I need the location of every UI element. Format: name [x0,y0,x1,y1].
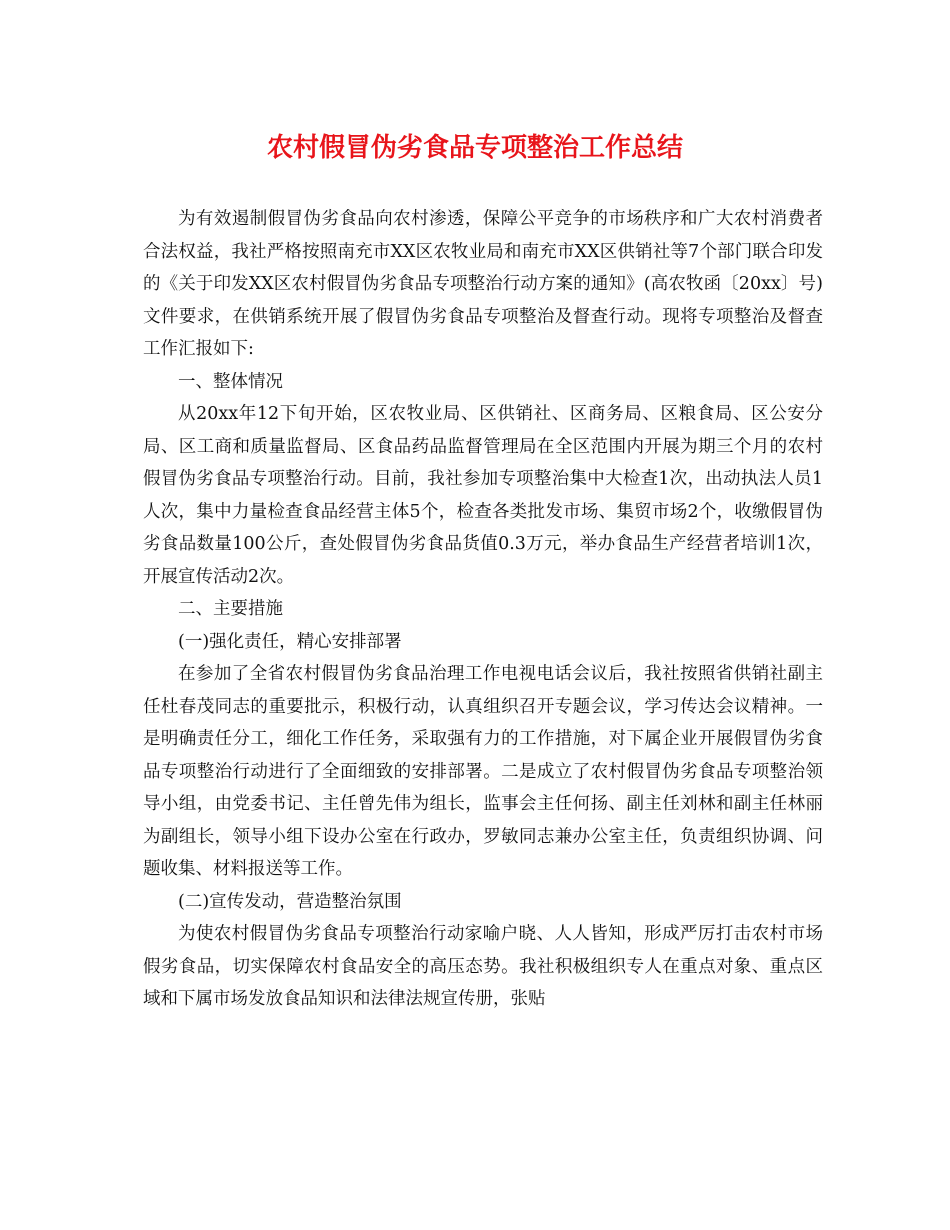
section-heading-overall: 一、整体情况 [178,371,283,392]
intro-paragraph: 为有效遏制假冒伪劣食品向农村渗透，保障公平竞争的市场秩序和广大农村消费者合法权益，我社严格按照南充市XX区农牧业局和南充市XX区供销社等7个部门联合印发的《关于印发XX区农村假冒伪劣食品专项整治行动方案的通知》(高农牧函〔20xx〕号)文件要求，在供销系统开展了假冒伪劣食品专项整治及督查行动。现将专项整治及督查工作汇报如下: [143,209,823,359]
subsection-heading-publicity: (二)宣传发动，营造整治氛围 [178,891,402,912]
document-title: 农村假冒伪劣食品专项整治工作总结 [266,133,683,163]
subsection-heading-responsibility: (一)强化责任，精心安排部署 [178,631,402,652]
section-heading-measures: 二、主要措施 [178,599,283,619]
publicity-paragraph: 为使农村假冒伪劣食品专项整治行动家喻户晓、人人皆知，形成严厉打击农村市场假劣食品，切实保障农村食品安全的高压态势。我社积极组织专人在重点对象、重点区域和下属市场发放食品知识和法律法规宣传册，张贴 [143,924,823,1009]
document-body [143,203,823,1016]
overall-paragraph: 从20xx年12下旬开始，区农牧业局、区供销社、区商务局、区粮食局、区公安分局、区工商和质量监督局、区食品药品监督管理局在全区范围内开展为期三个月的农村假冒伪劣食品专项整治行动。目前，我社参加专项整治集中大检查1次，出动执法人员1人次，集中力量检查食品经营主体5个，检查各类批发市场、集贸市场2个，收缴假冒伪劣食品数量100公斤，查处假冒伪劣食品货值0.3万元，举办食品生产经营者培训1次，开展宣传活动2次。 [143,404,823,587]
responsibility-paragraph: 在参加了全省农村假冒伪劣食品治理工作电视电话会议后，我社按照省供销社副主任杜春茂同志的重要批示，积极行动，认真组织召开专题会议，学习传达会议精神。一是明确责任分工，细化工作任务，采取强有力的工作措施，对下属企业开展假冒伪劣食品专项整治行动进行了全面细致的安排部署。二是成立了农村假冒伪劣食品专项整治领导小组，由党委书记、主任曾先伟为组长，监事会主任何扬、副主任刘林和副主任林丽为副组长，领导小组下设办公室在行政办，罗敏同志兼办公室主任，负责组织协调、问题收集、材料报送等工作。 [143,664,823,879]
